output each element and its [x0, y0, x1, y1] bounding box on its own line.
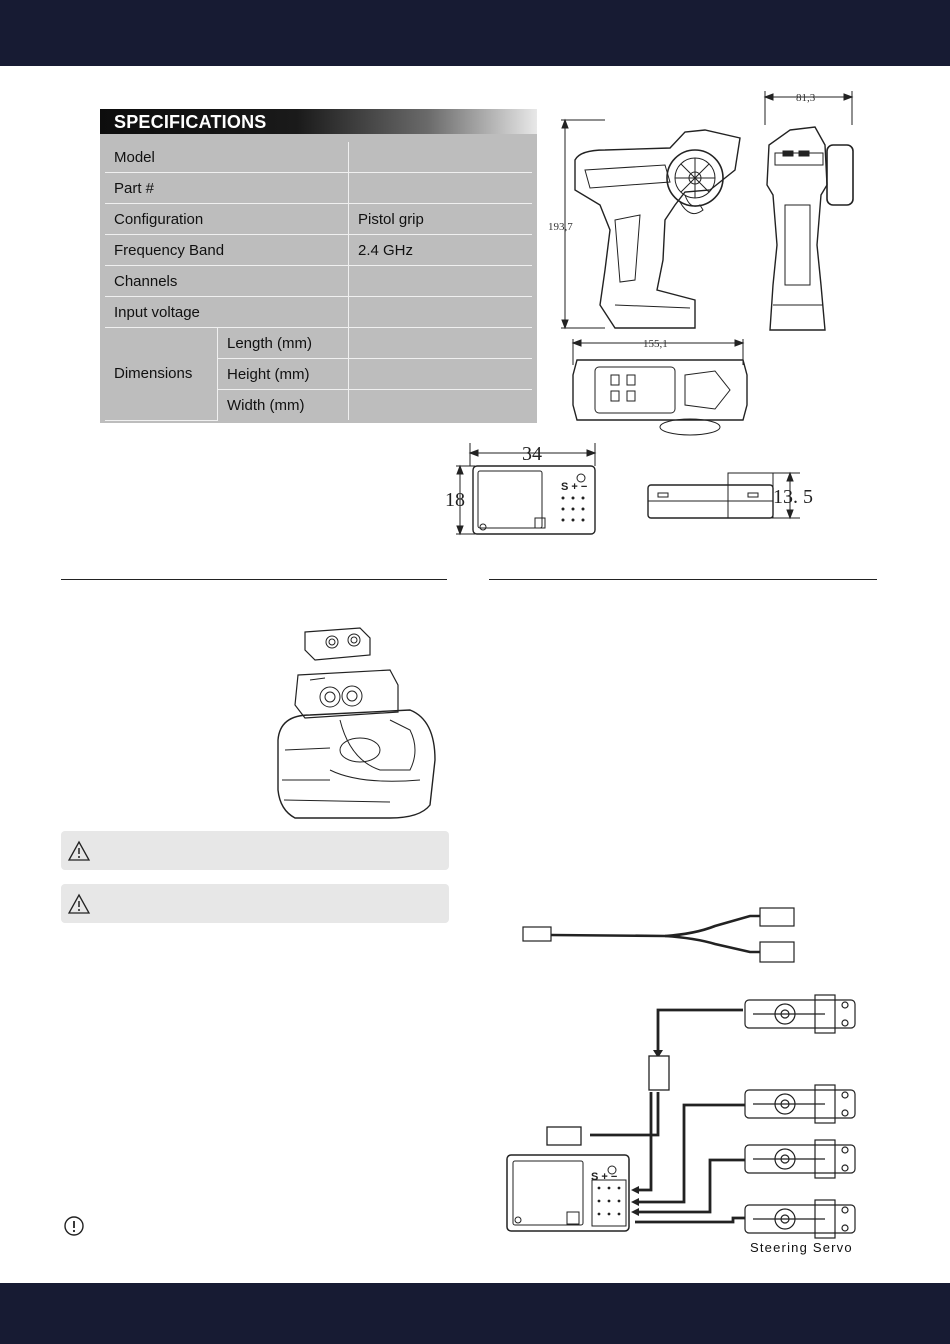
spec-label: Configuration [105, 204, 349, 235]
spec-label-dimensions: Dimensions [105, 328, 218, 421]
specifications-title: SPECIFICATIONS [100, 109, 537, 134]
spec-row-length [105, 328, 532, 359]
spec-value [349, 142, 533, 173]
spec-row-frequency [105, 235, 532, 266]
receiver-depth-dimension: 13. 5 [773, 486, 813, 508]
spec-value: 2.4 GHz [349, 235, 533, 266]
spec-value [349, 173, 533, 204]
y-harness-diagram [515, 900, 805, 970]
spec-value [349, 390, 533, 421]
spec-row-channels [105, 266, 532, 297]
spec-label: Input voltage [105, 297, 349, 328]
spec-value [349, 266, 533, 297]
warning-triangle-icon [67, 840, 91, 862]
spec-label: Frequency Band [105, 235, 349, 266]
spec-row-input-voltage [105, 297, 532, 328]
receiver-top-view [440, 438, 610, 540]
spec-row-model [105, 142, 532, 173]
warning-triangle-icon [67, 893, 91, 915]
spec-sublabel: Length (mm) [218, 328, 349, 359]
receiver-height-dimension: 18 [445, 489, 465, 511]
section-divider-right [489, 579, 877, 580]
spec-sublabel: Width (mm) [218, 390, 349, 421]
spec-value [349, 297, 533, 328]
spec-value: Pistol grip [349, 204, 533, 235]
spec-row-configuration [105, 204, 532, 235]
spec-sublabel: Height (mm) [218, 359, 349, 390]
transmitter-side-view [545, 110, 755, 335]
warning-note-1 [61, 831, 449, 870]
spec-value [349, 328, 533, 359]
steering-servo-label: Steering Servo [750, 1240, 853, 1255]
receiver-side-view [640, 465, 840, 530]
spec-label: Part # [105, 173, 349, 204]
spec-label: Model [105, 142, 349, 173]
top-banner [0, 0, 950, 66]
battery-compartment-illustration [270, 620, 450, 825]
transmitter-front-view [755, 85, 865, 335]
spec-row-part [105, 173, 532, 204]
length-dimension: 155,1 [643, 338, 668, 350]
height-dimension: 193,7 [548, 221, 573, 233]
width-dimension: 81,3 [796, 92, 816, 104]
receiver-pin-header: S + − [591, 1171, 618, 1183]
receiver-width-dimension: 34 [522, 443, 542, 465]
receiver-servo-wiring-diagram [495, 990, 870, 1240]
spec-label: Channels [105, 266, 349, 297]
spec-value [349, 359, 533, 390]
receiver-pin-header: S + − [561, 481, 588, 493]
bottom-banner [0, 1283, 950, 1344]
specifications-table [100, 109, 537, 423]
section-divider-left [61, 579, 447, 580]
transmitter-top-view [565, 335, 755, 445]
warning-note-2 [61, 884, 449, 923]
exclamation-circle-icon [63, 1215, 85, 1237]
